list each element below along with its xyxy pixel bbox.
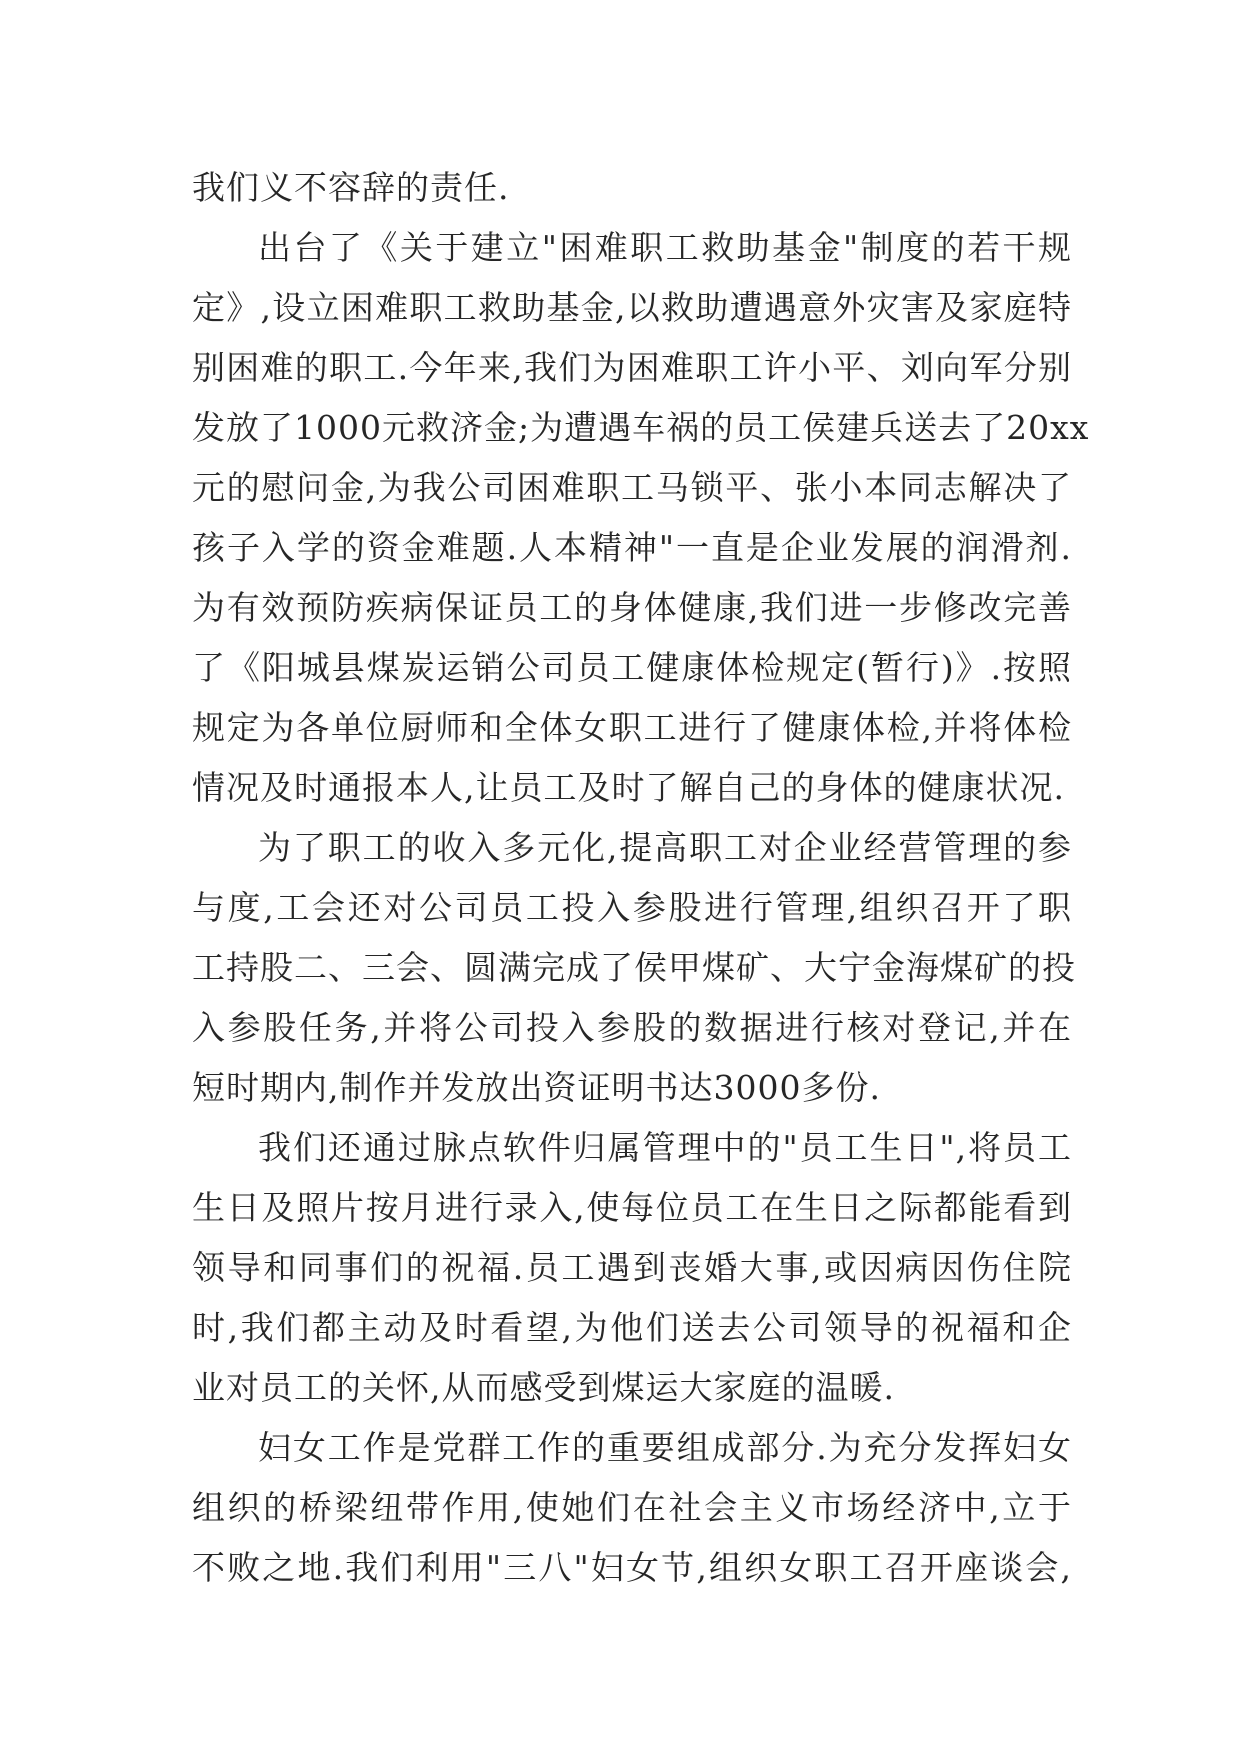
text-line: 领导和同事们的祝福.员工遇到丧婚大事,或因病因伤住院 [192,1248,1072,1287]
text-line: 不败之地.我们利用"三八"妇女节,组织女职工召开座谈会, [192,1548,1072,1587]
text-line: 我们义不容辞的责任. [192,168,510,207]
text-line: 发放了1000元救济金;为遭遇车祸的员工侯建兵送去了20xx [192,408,1090,447]
text-line: 时,我们都主动及时看望,为他们送去公司领导的祝福和企 [192,1308,1072,1347]
text-line: 为有效预防疾病保证员工的身体健康,我们进一步修改完善 [192,588,1072,627]
text-line: 我们还通过脉点软件归属管理中的"员工生日",将员工 [258,1128,1072,1167]
text-line: 别困难的职工.今年来,我们为困难职工许小平、刘向军分别 [192,348,1072,387]
body-text [192,158,1090,1598]
text-line: 工持股二、三会、圆满完成了侯甲煤矿、大宁金海煤矿的投 [192,948,1076,987]
text-line: 组织的桥梁纽带作用,使她们在社会主义市场经济中,立于 [192,1488,1072,1527]
text-line: 短时期内,制作并发放出资证明书达3000多份. [192,1068,881,1107]
text-line: 为了职工的收入多元化,提高职工对企业经营管理的参 [258,828,1072,867]
text-line: 情况及时通报本人,让员工及时了解自己的身体的健康状况. [192,768,1065,807]
text-line: 了《阳城县煤炭运销公司员工健康体检规定(暂行)》.按照 [192,648,1072,687]
text-line: 规定为各单位厨师和全体女职工进行了健康体检,并将体检 [192,708,1072,747]
text-line: 孩子入学的资金难题.人本精神"一直是企业发展的润滑剂. [192,528,1072,567]
text-line: 与度,工会还对公司员工投入参股进行管理,组织召开了职 [192,888,1072,927]
text-line: 定》,设立困难职工救助基金,以救助遭遇意外灾害及家庭特 [192,288,1072,327]
text-line: 妇女工作是党群工作的重要组成部分.为充分发挥妇女 [258,1428,1072,1467]
text-line: 生日及照片按月进行录入,使每位员工在生日之际都能看到 [192,1188,1072,1227]
text-line: 业对员工的关怀,从而感受到煤运大家庭的温暖. [192,1368,895,1407]
text-line: 元的慰问金,为我公司困难职工马锁平、张小本同志解决了 [192,468,1072,507]
text-line: 出台了《关于建立"困难职工救助基金"制度的若干规 [258,228,1072,267]
text-line: 入参股任务,并将公司投入参股的数据进行核对登记,并在 [192,1008,1072,1047]
